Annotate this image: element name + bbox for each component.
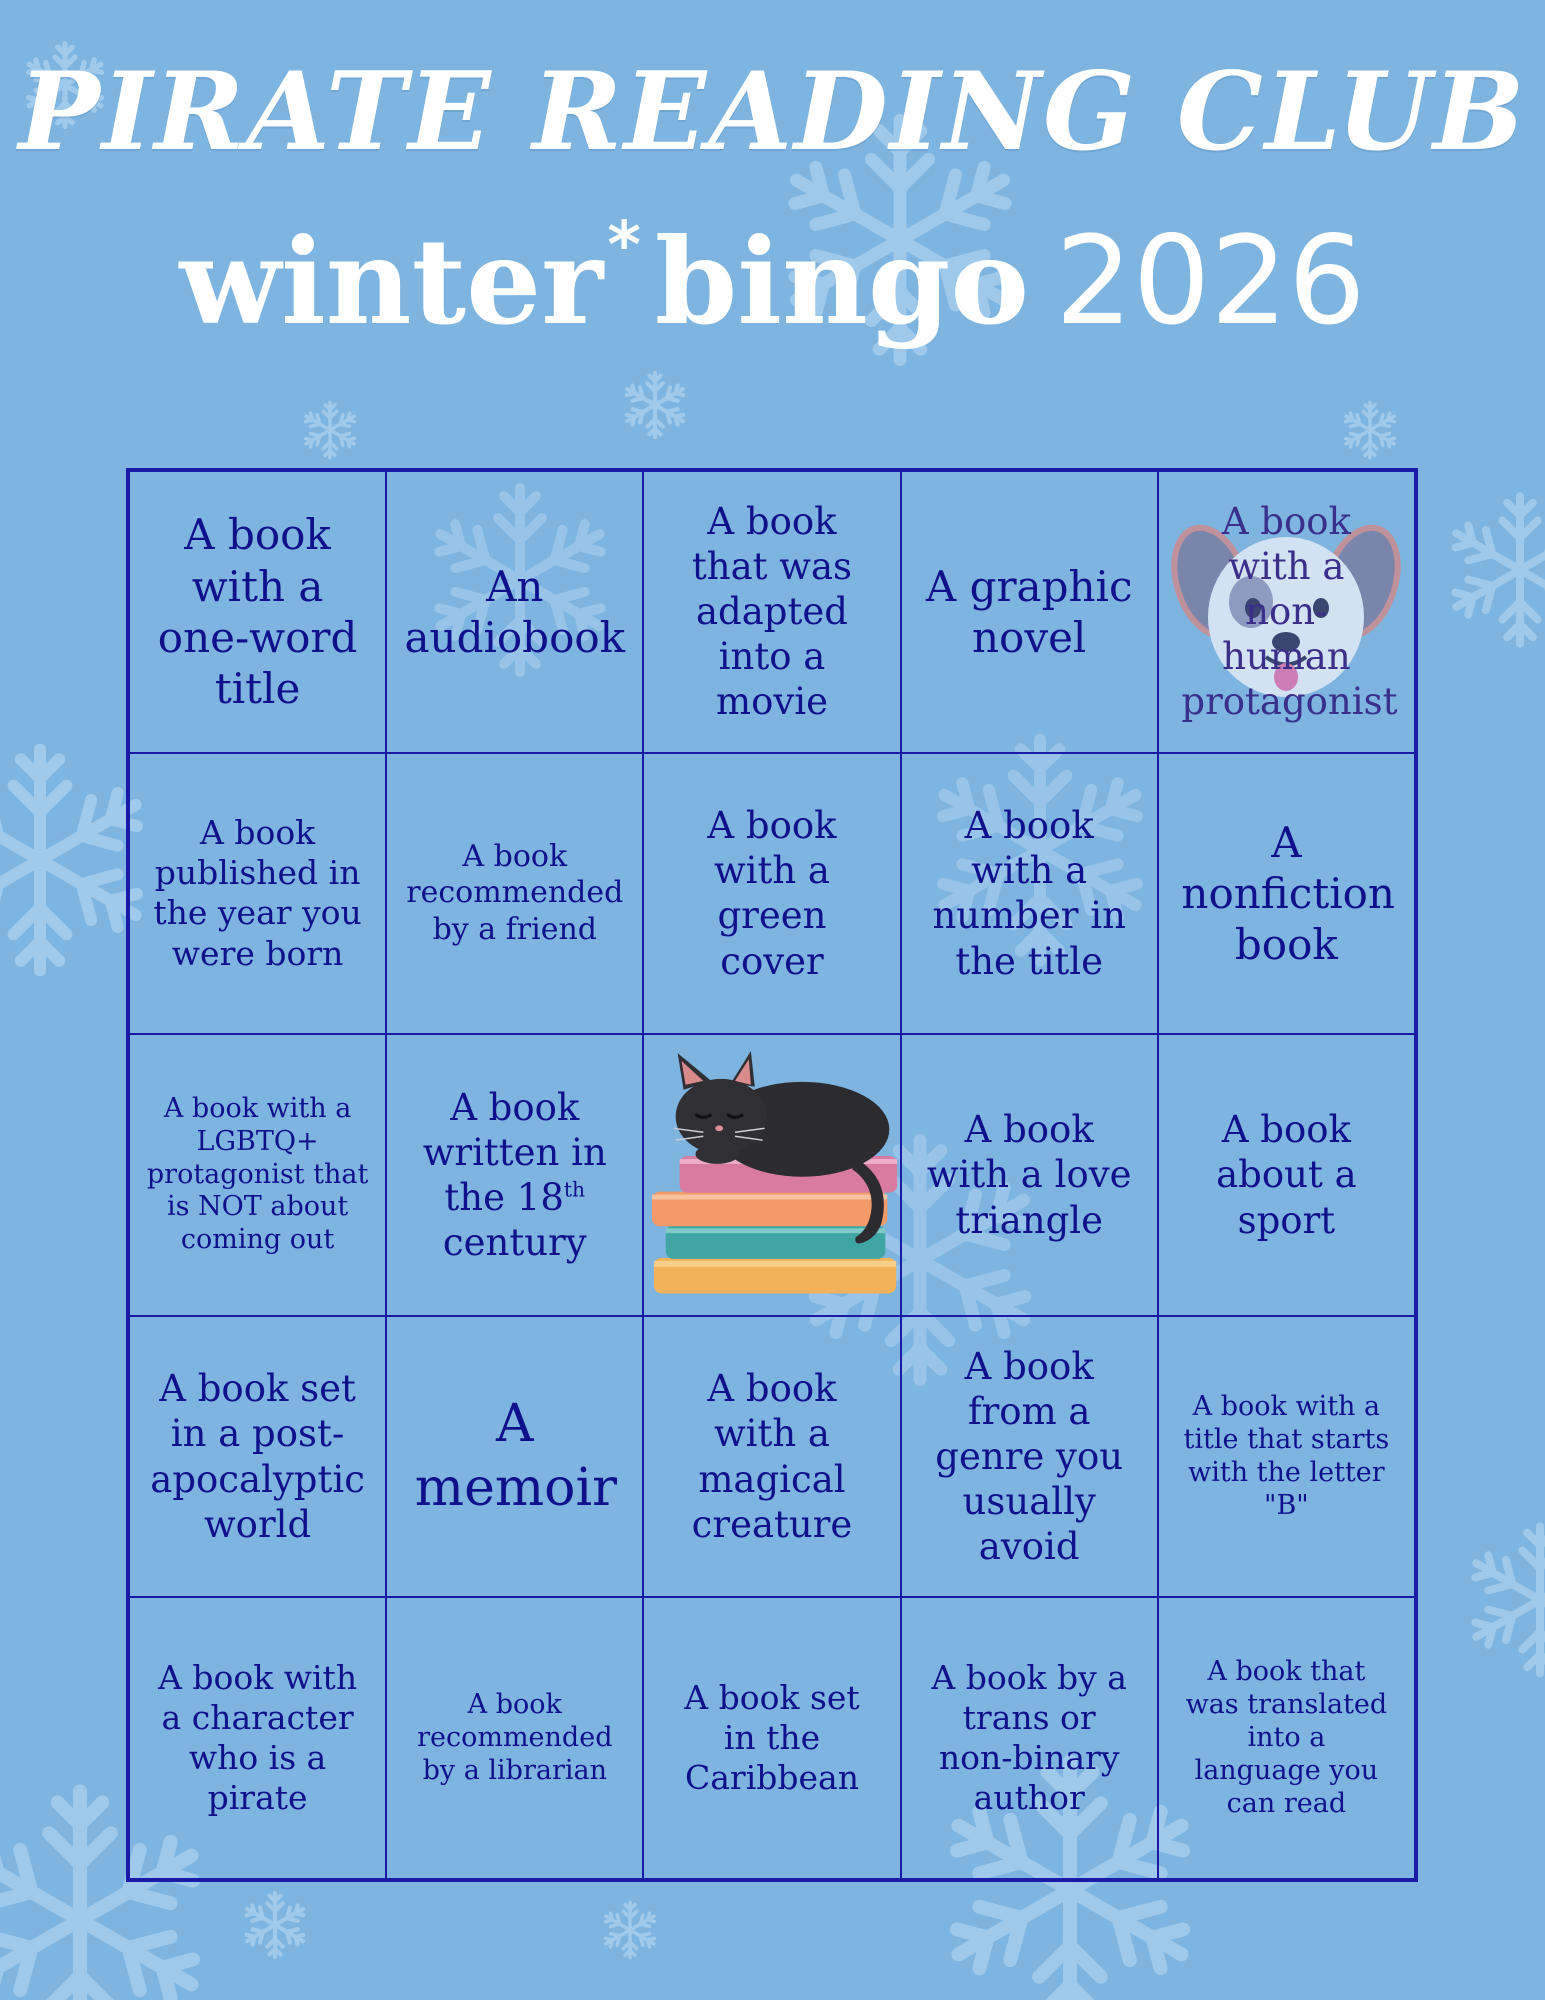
bingo-square-label: A book set in the Caribbean [684, 1677, 860, 1798]
snowflake-icon [1440, 490, 1545, 650]
bingo-square-label: A book by a trans or non-binary author [931, 1657, 1127, 1818]
bingo-square-label-part: A book written in the 18 [422, 1085, 607, 1219]
bingo-square-label: A memoir [414, 1394, 617, 1518]
bingo-square-label: An audiobook [404, 561, 626, 662]
bingo-square-label [410, 1085, 620, 1266]
snowflake-icon [620, 370, 690, 440]
bingo-square[interactable] [386, 471, 643, 753]
bingo-square[interactable] [901, 1034, 1158, 1316]
bingo-square-label: A book with a green cover [707, 804, 837, 983]
bingo-square-label: A book with a one-word title [157, 510, 358, 714]
bingo-square-label: A book from a genre you usually avoid [935, 1344, 1124, 1569]
bingo-square[interactable] [1158, 1034, 1415, 1316]
bingo-square[interactable] [386, 753, 643, 1035]
bingo-square[interactable] [901, 1316, 1158, 1598]
cat-on-books-icon [644, 1035, 899, 1315]
snowflake-icon [1460, 1520, 1545, 1680]
bingo-square[interactable] [386, 1316, 643, 1598]
subtitle-year: 2026 [1055, 210, 1366, 352]
bingo-square[interactable] [1158, 471, 1415, 753]
snowflake-asterisk-icon: * [607, 209, 641, 283]
bingo-square[interactable] [1158, 753, 1415, 1035]
bingo-square[interactable] [643, 1316, 900, 1598]
bingo-square-label: A book set in a post-apocalyptic world [150, 1367, 365, 1546]
bingo-square-label: A graphic novel [925, 561, 1133, 662]
bingo-square[interactable] [1158, 1597, 1415, 1879]
bingo-square-label: A book with a character who is a pirate [158, 1657, 358, 1818]
bingo-square[interactable] [129, 1316, 386, 1598]
bingo-square-label: A book with a magical creature [691, 1367, 853, 1546]
bingo-square-label-part: century [442, 1221, 587, 1265]
snowflake-icon [300, 400, 360, 460]
subtitle-word-bingo: bingo [654, 212, 1030, 351]
bingo-square[interactable] [643, 471, 900, 753]
bingo-square-label: A book published in the year you were born [153, 812, 362, 973]
snowflake-icon [600, 1900, 660, 1960]
bingo-square-label: A book recommended by a friend [406, 838, 624, 947]
bingo-grid [126, 468, 1418, 1882]
bingo-square[interactable] [129, 1597, 386, 1879]
bingo-square[interactable] [386, 1597, 643, 1879]
bingo-square-label: A book recommended by a librarian [417, 1688, 613, 1786]
bingo-square[interactable] [386, 1034, 643, 1316]
bingo-square[interactable] [643, 753, 900, 1035]
bingo-square-label: A book about a sport [1216, 1108, 1357, 1242]
bingo-square[interactable] [901, 471, 1158, 753]
bingo-square-label: A book with a LGBTQ+ protagonist that is NOT about coming out [146, 1092, 369, 1256]
bingo-square-label: A book with a title that starts with the letter "B" [1183, 1390, 1390, 1521]
bingo-square[interactable] [129, 471, 386, 753]
bingo-square[interactable] [129, 1034, 386, 1316]
free-space-square[interactable] [643, 1034, 900, 1316]
snowflake-icon [240, 1890, 310, 1960]
bingo-square-label: A nonfiction book [1181, 817, 1395, 969]
ordinal-suffix: th [563, 1177, 586, 1202]
bingo-square[interactable] [901, 753, 1158, 1035]
snowflake-icon [1340, 400, 1400, 460]
bingo-square-label: A book with a love triangle [926, 1108, 1132, 1242]
page-title: PIRATE READING CLUB [18, 49, 1527, 175]
subtitle-word-winter: winter [179, 212, 604, 351]
bingo-square[interactable] [1158, 1316, 1415, 1598]
bingo-square[interactable] [643, 1597, 900, 1879]
bingo-square-label: A book with a number in the title [932, 804, 1126, 983]
bingo-square-label: A book that was translated into a language you can read [1185, 1655, 1388, 1819]
bingo-square-label: A book with a non-human protagonist [1181, 499, 1398, 724]
bingo-square[interactable] [901, 1597, 1158, 1879]
page-subtitle [0, 209, 1545, 352]
bingo-square-label: A book that was adapted into a movie [691, 499, 853, 724]
bingo-square[interactable] [129, 753, 386, 1035]
